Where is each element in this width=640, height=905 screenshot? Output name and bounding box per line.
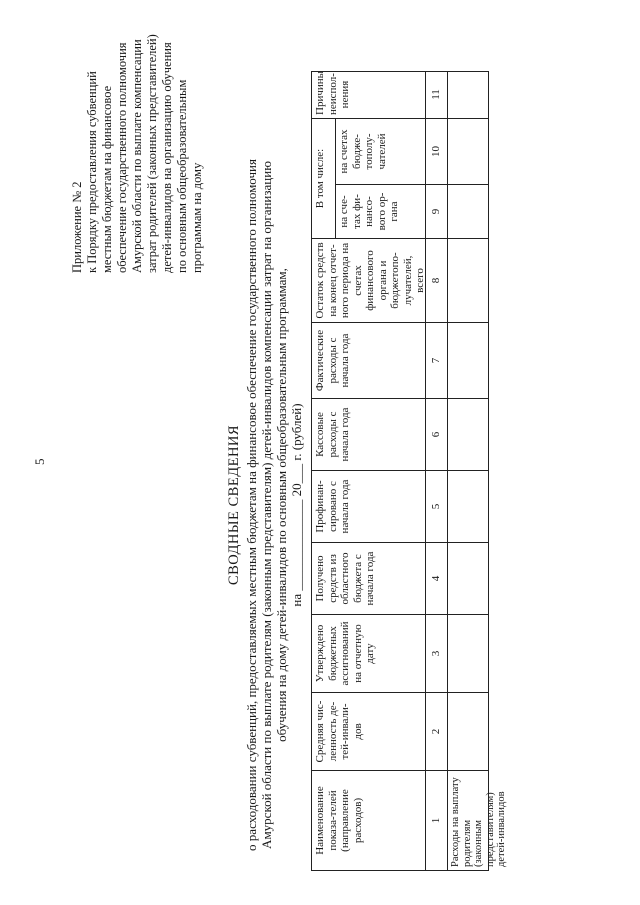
column-number: 4: [425, 543, 447, 615]
header-indicator-name: Наименование показа-телей (направление расходов): [311, 771, 425, 871]
table-cell: [447, 543, 489, 615]
appendix-line: детей-инвалидов на организацию обучения: [160, 42, 174, 273]
appendix-line: обеспечение государственного полномочия: [115, 42, 129, 273]
table-cell: [447, 239, 489, 323]
subtitle-line: на ______________ 20___ г. (рублей): [289, 403, 304, 607]
header-finance-body-accounts: на сче-тах фи-нансо-вого ор-гана: [335, 185, 425, 239]
column-number: 1: [425, 771, 447, 871]
appendix-line: Амурской области по выплате компенсации: [130, 39, 144, 273]
column-number: 2: [425, 693, 447, 771]
table-cell: [447, 71, 489, 119]
document-title: СВОДНЫЕ СВЕДЕНИЯ: [226, 424, 242, 586]
header-in-that-number: В том числе:: [311, 119, 335, 239]
table-cell: [447, 471, 489, 543]
column-number: 3: [425, 615, 447, 693]
table-cell: [447, 615, 489, 693]
summary-table: [311, 70, 507, 871]
column-number: 9: [425, 185, 447, 239]
column-number: 8: [425, 239, 447, 323]
header-actual-expenses: Фактические расходы с начала года: [311, 323, 425, 399]
table-cell: [447, 399, 489, 471]
header-received-funds: Получено средств из областного бюджета с начала года: [311, 543, 425, 615]
column-number: 7: [425, 323, 447, 399]
row-label-expenses: Расходы на выплату родителям (законным представителям) детей-инвалидов: [447, 771, 489, 871]
header-financed: Профинан-сировано с начала года: [311, 471, 425, 543]
header-cash-expenses: Кассовые расходы с начала года: [311, 399, 425, 471]
appendix-line: по основным общеобразовательным: [175, 79, 189, 273]
subtitle-line: обучения на дому детей-инвалидов по основным общеобразовательным программам,: [274, 268, 289, 742]
subtitle-line: о расходовании субвенций, предоставляемых местным бюджетам на финансовое обеспечение государственного полномочия: [244, 159, 259, 851]
appendix-line: к Порядку предоставления субвенций: [85, 71, 99, 273]
table-cell: [447, 323, 489, 399]
appendix-block: [70, 13, 205, 273]
document-subtitle: [244, 135, 304, 875]
appendix-line: Приложение № 2: [70, 181, 84, 273]
header-avg-children: Средняя чис-ленность де-тей-инвали-дов: [311, 693, 425, 771]
table-cell: [447, 119, 489, 185]
table-cell: [447, 185, 489, 239]
header-non-execution-reasons: Причины неиспол-нения: [311, 71, 425, 119]
header-approved-allocations: Утверждено бюджетных ассигнований на отчетную дату: [311, 615, 425, 693]
header-remaining-funds: Остаток средств на конец отчет-ного периода на счетах финансового органа и бюджетопо-лучателей, всего: [311, 239, 425, 323]
column-number: 5: [425, 471, 447, 543]
appendix-line: местным бюджетам на финансовое: [100, 85, 114, 273]
page-number: 5: [32, 458, 47, 465]
subtitle-line: Амурской области по выплате родителям (законным представителям) детей-инвалидов компенсации затрат на организацию: [259, 161, 274, 849]
table-cell: [447, 693, 489, 771]
column-number: 11: [425, 71, 447, 119]
appendix-line: затрат родителей (законных представителей): [145, 34, 159, 273]
column-number: 10: [425, 119, 447, 185]
column-number: 6: [425, 399, 447, 471]
header-recipient-accounts: на счетах бюдже-тополу-чателей: [335, 119, 425, 185]
appendix-line: программам на дому: [190, 162, 204, 273]
